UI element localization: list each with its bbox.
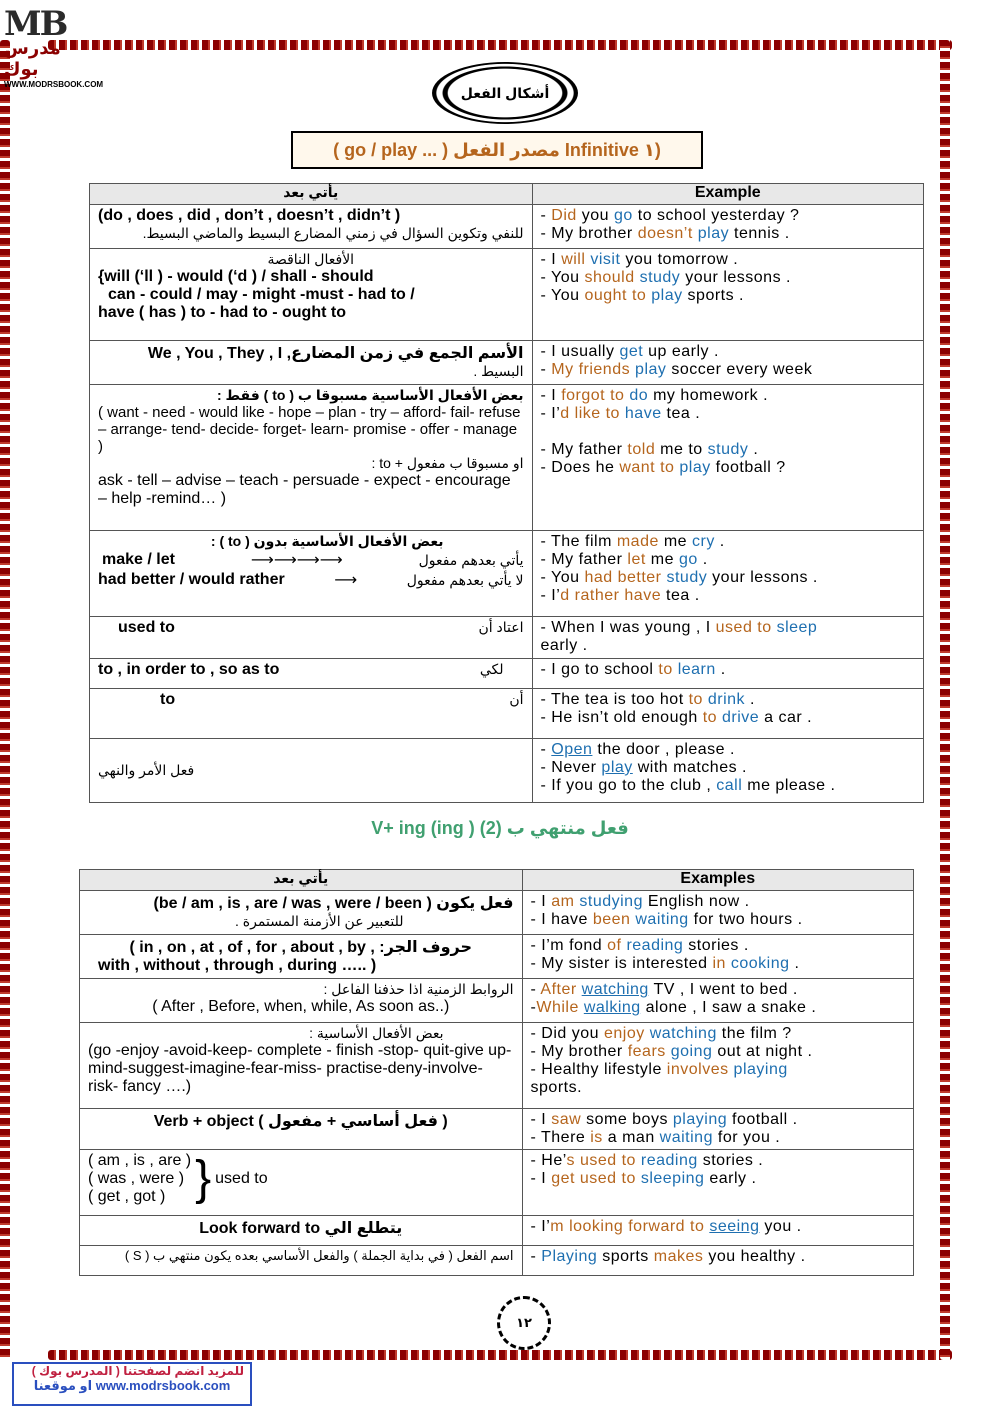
row-example [522, 1109, 913, 1150]
example-line: - I have been waiting for two hours . [530, 911, 803, 928]
row-usage [80, 1109, 523, 1150]
usage-text: Verb + object ( فعل أساسي + مفعول ) [153, 1113, 448, 1130]
usage-text: to [160, 691, 176, 708]
example-line: - Open the door , please . [540, 741, 735, 758]
usage-note: البسيط . [473, 363, 524, 379]
example-line: - I usually get up early . [540, 343, 719, 360]
header-example: Example [532, 184, 923, 205]
section2-heading: V+ ing (ing ) فعل منتهي ب (2) [371, 818, 629, 838]
row-usage [90, 531, 533, 617]
example-line: - My father told me to study . [540, 441, 759, 458]
row-usage [80, 1246, 523, 1276]
usage-note: لا يأتي بعدهم مفعول [406, 571, 524, 588]
usage-note: أن [509, 691, 524, 707]
table-row [90, 205, 924, 249]
page-number: ١٢ [497, 1296, 551, 1350]
usage-text: ( am , is , are ) [88, 1152, 192, 1169]
row-usage [80, 1150, 523, 1216]
example-line: - He’s used to reading stories . [530, 1152, 764, 1169]
example-line: - After watching TV , I went to bed . [530, 981, 798, 998]
usage-note: فعل الأمر والنهي [98, 762, 195, 778]
usage-text: ( After , Before, when, while, As soon as..) [152, 998, 450, 1015]
row-usage [90, 205, 533, 249]
example-line: - My friends play soccer every week [540, 361, 813, 378]
ing-table [79, 869, 914, 1276]
usage-title: بعض الأفعال الأساسية مسبوقا ب ( to ) فقط : [216, 387, 524, 403]
example-line: - The film made me cry . [540, 533, 725, 550]
table-header [80, 870, 914, 891]
example-line: - Does he want to play football ? [540, 459, 786, 476]
example-line: - I will visit you tomorrow . [540, 251, 739, 268]
title-badge [432, 62, 578, 124]
table-row [90, 249, 924, 341]
usage-note: للنفي وتكوين السؤال في زمني المضارع البسيط والماضي البسيط. [142, 225, 524, 241]
example-line: sports. [530, 1079, 583, 1096]
row-usage [80, 1023, 523, 1109]
usage-text: (go -enjoy -avoid-keep- complete - finish -stop- quit-give up-mind-suggest-imagine-fear-miss- practise-deny-involve- risk- fancy ….) [88, 1042, 512, 1095]
arrow-icon: ⟶ [334, 572, 358, 589]
example-line: - I’m fond of reading stories . [530, 937, 749, 954]
example-line: - My sister is interested in cooking . [530, 955, 800, 972]
usage-text: used to [215, 1170, 268, 1187]
decorative-border-left [0, 40, 10, 1360]
usage-title: الأفعال الناقصة [267, 251, 355, 267]
row-usage [80, 1216, 523, 1246]
usage-text: ( get , got ) [88, 1188, 166, 1205]
row-usage [90, 249, 533, 341]
example-line: - I saw some boys playing football . [530, 1111, 798, 1128]
row-usage [90, 689, 533, 739]
table-row [90, 341, 924, 385]
example-line: early . [540, 637, 588, 654]
row-example [522, 979, 913, 1023]
table-row [80, 935, 914, 979]
table-row [80, 891, 914, 935]
decorative-border-bottom [48, 1350, 952, 1360]
usage-note: الروابط الزمنية اذا حذفنا الفاعل : [323, 981, 514, 997]
usage-text: to , in order to , so as to [98, 661, 280, 678]
table-row [80, 979, 914, 1023]
usage-text: (do , does , did , don’t , doesn’t , didn’t ) [98, 207, 401, 224]
row-example [532, 689, 923, 739]
usage-text: can - could / may - might -must - had to / [108, 286, 415, 303]
row-example [522, 1216, 913, 1246]
table-row [80, 1023, 914, 1109]
usage-text: الأسم الجمع في زمن المضارع, We , You , They , I [147, 345, 524, 362]
example-line: - My brother doesn’t play tennis . [540, 225, 790, 242]
row-usage [80, 979, 523, 1023]
row-example [522, 935, 913, 979]
example-line: - I’d rather have tea . [540, 587, 700, 604]
table-row [80, 1216, 914, 1246]
usage-text: ask - tell – advise – teach - persuade - expect - encourage – help -remind… ) [98, 472, 511, 507]
usage-text: (be / am , is , are / was , were / been ) فعل يكون [153, 895, 514, 912]
usage-text: had better / would rather [98, 571, 285, 588]
usage-text: have ( has ) to - had to - ought to [98, 304, 346, 321]
row-example [522, 1023, 913, 1109]
header-comes-after: يأتي بعد [90, 184, 533, 205]
row-example [532, 341, 923, 385]
usage-note: اسم الفعل ( في بداية الجملة ) والفعل الأساسي بعده يكون منتهي ب ( S ) [124, 1248, 514, 1263]
row-usage [80, 935, 523, 979]
usage-text: ( want - need - would like - hope – plan - try – afford- fail- refuse – arrange- tend- decide- forget- learn- promise - offer - manage ) [98, 404, 521, 455]
usage-note: لكي [479, 661, 504, 677]
example-line: - Playing sports makes you healthy . [530, 1248, 806, 1265]
usage-text: with , without , through , during ….. ) [98, 957, 377, 974]
usage-text: {will (‘ll ) - would (‘d ) / shall - should [98, 268, 374, 285]
table-row [90, 531, 924, 617]
table-row [90, 689, 924, 739]
example-line: - Did you enjoy watching the film ? [530, 1025, 792, 1042]
usage-note: او مسبوقا ب مفعول + to : [371, 455, 524, 471]
example-line: - My father let me go . [540, 551, 708, 568]
row-usage [90, 617, 533, 659]
logo-mark: MB [4, 4, 67, 44]
row-example [532, 617, 923, 659]
brace-icon: } [195, 1152, 212, 1205]
footer-link[interactable]: او موقعنا www.modrsbook.com [33, 1378, 231, 1393]
example-line: - You ought to play sports . [540, 287, 744, 304]
row-usage [80, 891, 523, 935]
row-example [532, 205, 923, 249]
usage-note: بعض الأفعال الأساسية : [309, 1025, 444, 1041]
usage-title: بعض الأفعال الأساسية بدون ( to ) : [210, 533, 444, 549]
example-line: - Never play with matches . [540, 759, 747, 776]
decorative-border-top [48, 40, 952, 50]
row-usage [90, 341, 533, 385]
row-example [532, 659, 923, 689]
table-row [80, 1109, 914, 1150]
badge-title: أشكال الفعل [460, 84, 550, 101]
usage-text: used to [118, 619, 175, 636]
table-row [90, 739, 924, 803]
example-line: - Healthy lifestyle involves playing [530, 1061, 788, 1078]
example-line: - When I was young , I used to sleep [540, 619, 818, 636]
decorative-border-right [940, 40, 950, 1360]
example-line: -While walking alone , I saw a snake . [530, 999, 817, 1016]
logo-url: WWW.MODRSBOOK.COM [4, 80, 104, 89]
site-logo[interactable] [4, 4, 104, 94]
footer-promo[interactable] [12, 1362, 252, 1406]
usage-text: ( in , on , at , of , for , about , by , :حروف الجر [129, 939, 473, 956]
example-line: - I get used to sleeping early . [530, 1170, 757, 1187]
usage-text: ( was , were ) [88, 1170, 185, 1187]
usage-text: يتطلع الي Look forward to [199, 1220, 403, 1237]
row-usage [90, 659, 533, 689]
header-examples: Examples [522, 870, 913, 891]
table-row [90, 385, 924, 531]
example-line: - I am studying English now . [530, 893, 750, 910]
row-example [532, 739, 923, 803]
example-line: - The tea is too hot to drink . [540, 691, 755, 708]
row-usage [90, 385, 533, 531]
usage-note: للتعبير عن الأزمنة المستمرة . [235, 913, 404, 929]
row-example [532, 531, 923, 617]
example-line: - He isn’t old enough to drive a car . [540, 709, 813, 726]
logo-name: مدرس بوك [4, 38, 61, 80]
table-header [90, 184, 924, 205]
row-example [522, 891, 913, 935]
table-row [80, 1150, 914, 1216]
usage-note: يأتي بعدهم مفعول [418, 551, 524, 568]
example-line: - I’d like to have tea . [540, 405, 701, 422]
row-usage [90, 739, 533, 803]
table-row [90, 617, 924, 659]
example-line: - If you go to the club , call me please . [540, 777, 836, 794]
section1-heading: ( go / play ... ) مصدر الفعل Infinitive ١) [291, 131, 703, 169]
usage-text: make / let [102, 551, 175, 568]
example-line: - There is a man waiting for you . [530, 1129, 781, 1146]
table-row [80, 1246, 914, 1276]
usage-note: اعتاد أن [478, 619, 524, 635]
example-line: - Did you go to school yesterday ? [540, 207, 800, 224]
example-line: - I go to school to learn . [540, 661, 726, 678]
example-line: - You should study your lessons . [540, 269, 791, 286]
row-example [532, 249, 923, 341]
example-line: - You had better study your lessons . [540, 569, 818, 586]
row-example [522, 1246, 913, 1276]
infinitive-table [89, 183, 924, 803]
row-example [532, 385, 923, 531]
table-row [90, 659, 924, 689]
arrow-icon: ⟶⟶⟶⟶ [250, 552, 343, 569]
row-example [522, 1150, 913, 1216]
footer-line1: للمزيد انضم لصفحتنا ( المدرس بوك ) [31, 1364, 244, 1378]
example-line: - My brother fears going out at night . [530, 1043, 813, 1060]
example-line: - I forgot to do my homework . [540, 387, 769, 404]
header-comes-after: يأتي بعد [80, 870, 523, 891]
example-line: - I’m looking forward to seeing you . [530, 1218, 802, 1235]
